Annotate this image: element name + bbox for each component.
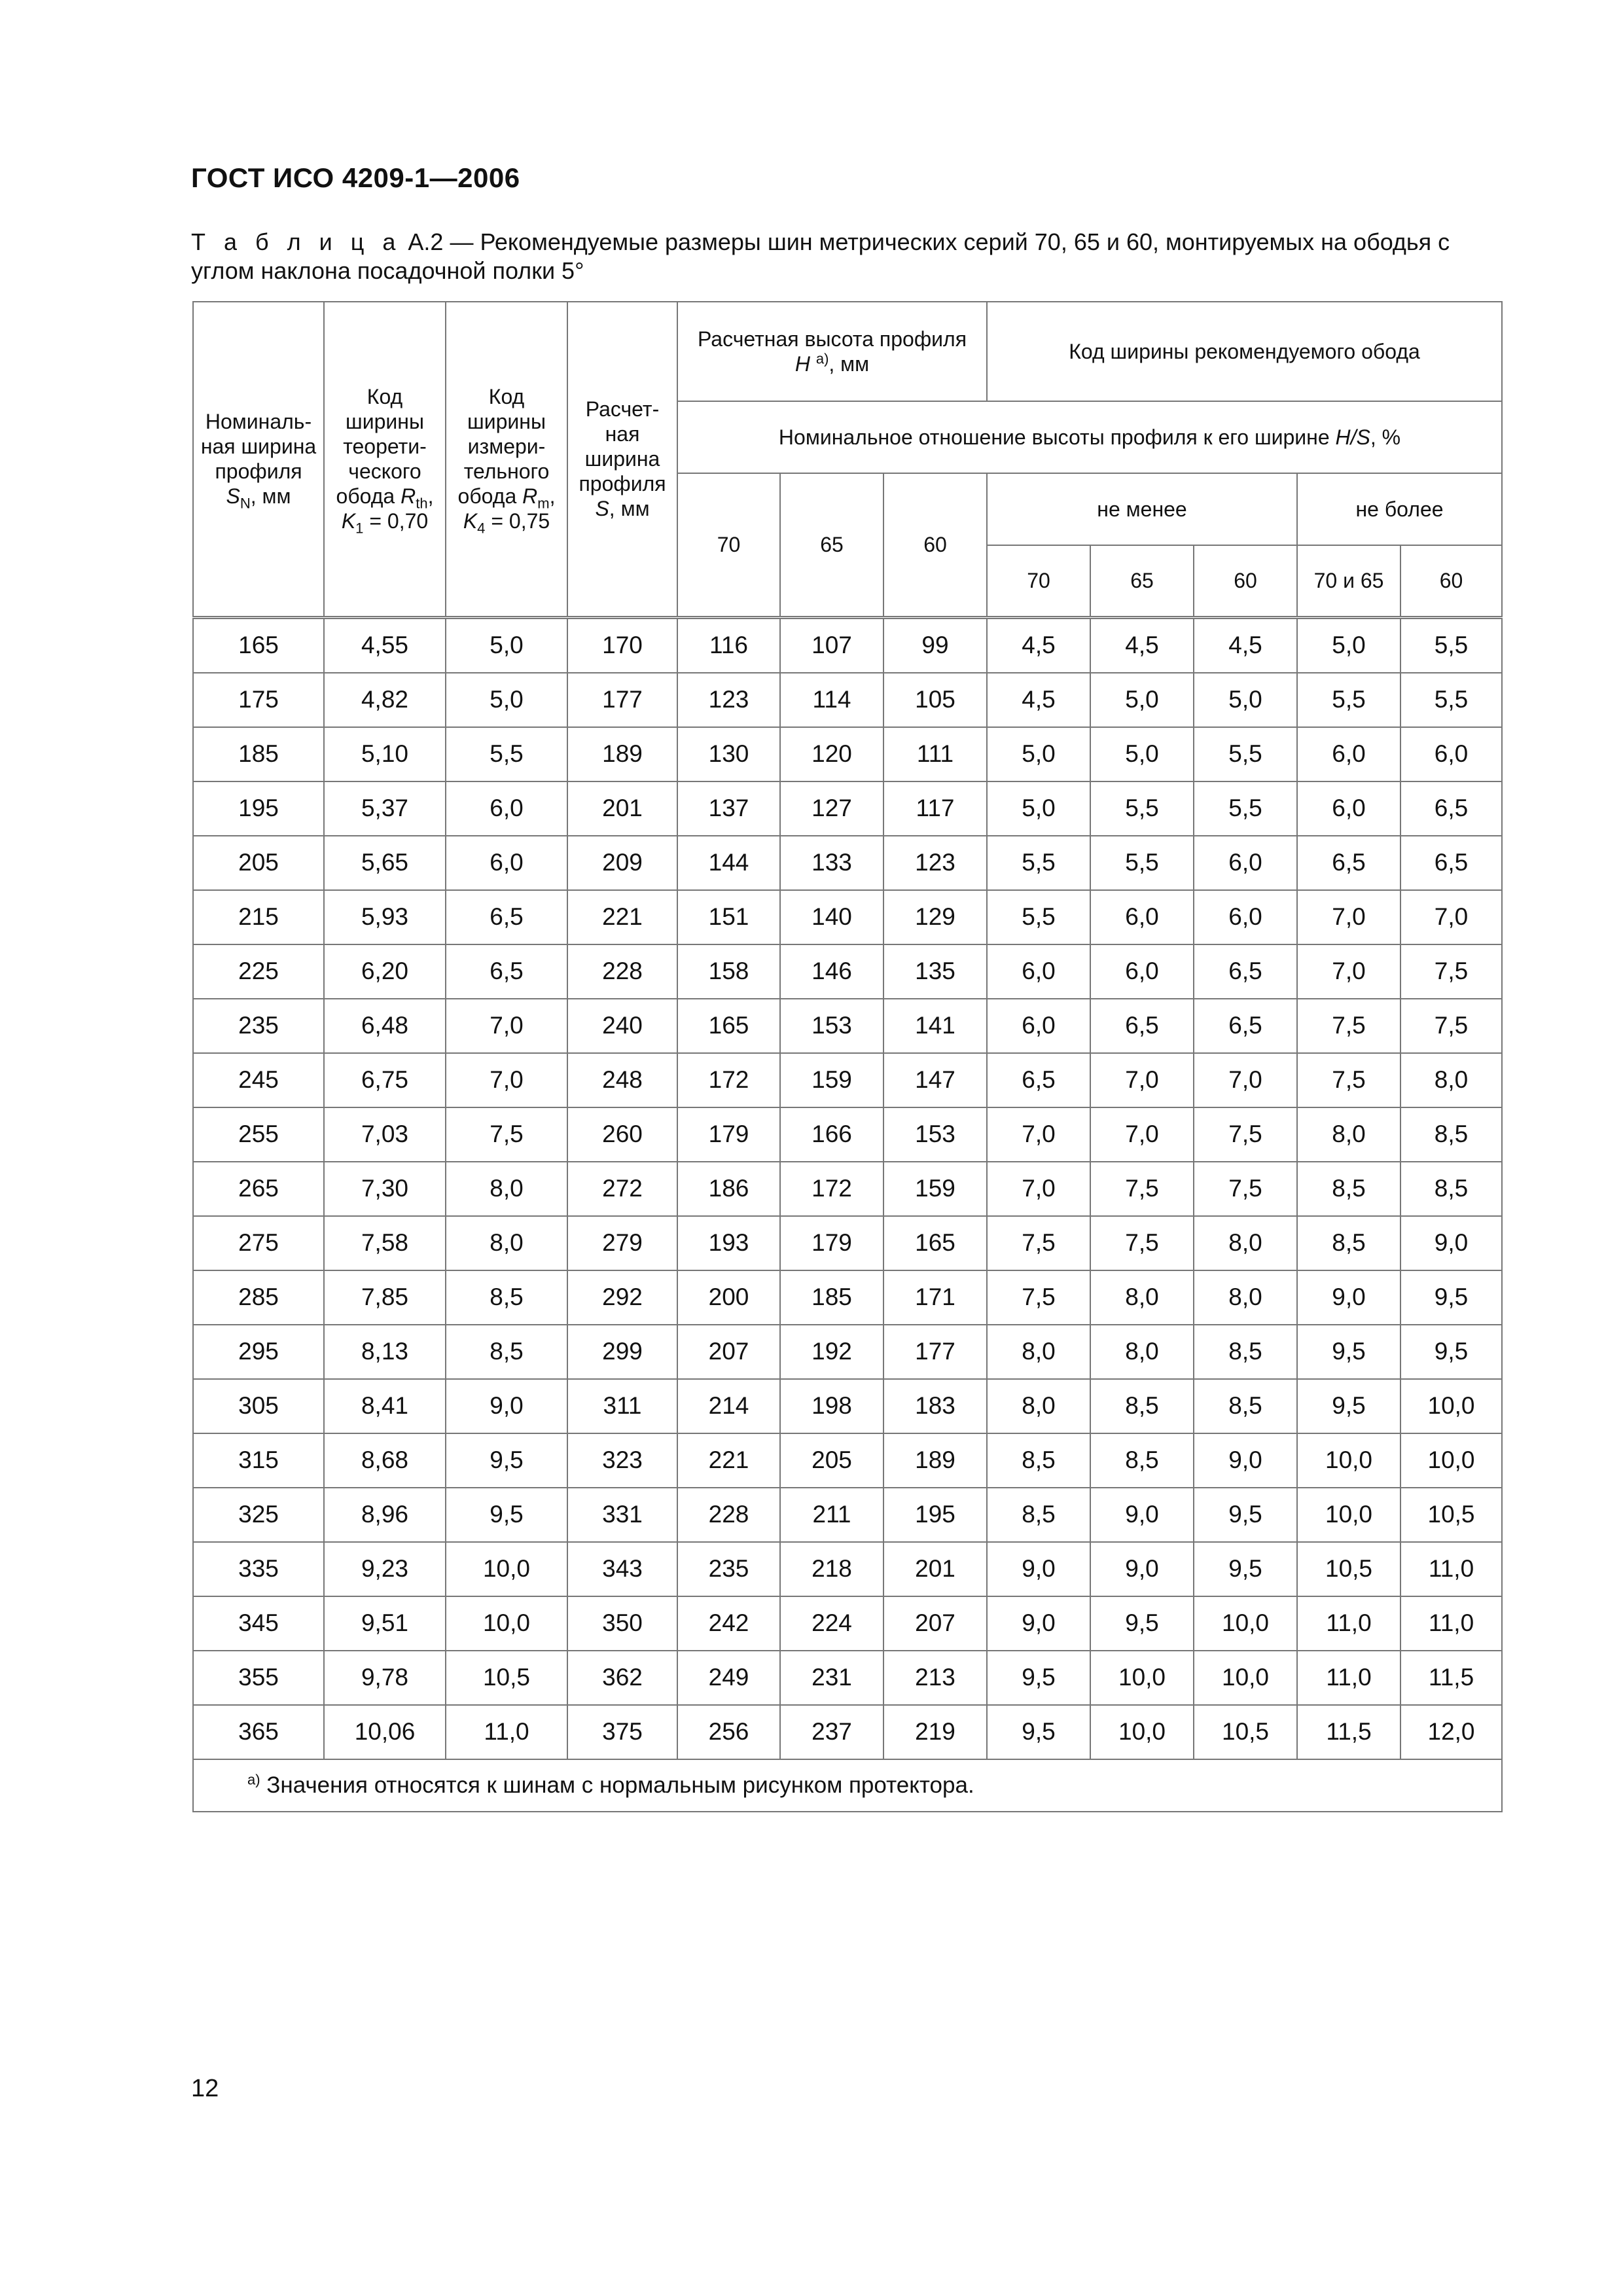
table-row: [193, 999, 1502, 1053]
table-cell: 198: [780, 1379, 883, 1433]
table-row: [193, 1542, 1502, 1596]
table-cell: 260: [567, 1107, 677, 1162]
table-cell: 171: [883, 1270, 987, 1325]
header-measuring-rim-code: Код ширины измери-тельного обода $R_m$, $K_4 = 0,75$: [446, 302, 567, 617]
table-cell: 6,0: [446, 781, 567, 836]
table-cell: 325: [193, 1488, 324, 1542]
table-cell: 8,5: [1194, 1325, 1297, 1379]
table-cell: 350: [567, 1596, 677, 1651]
table-cell: 177: [883, 1325, 987, 1379]
table-cell: 9,0: [1090, 1488, 1194, 1542]
table-cell: 129: [883, 890, 987, 944]
table-cell: 193: [677, 1216, 780, 1270]
table-cell: 141: [883, 999, 987, 1053]
table-cell: 205: [780, 1433, 883, 1488]
table-cell: 123: [677, 673, 780, 727]
table-cell: 6,0: [1194, 836, 1297, 890]
header-not-less: не менее: [987, 473, 1297, 545]
table-cell: 4,82: [324, 673, 446, 727]
table-cell: 4,55: [324, 617, 446, 673]
table-cell: 272: [567, 1162, 677, 1216]
table-cell: 165: [677, 999, 780, 1053]
table-row: [193, 1433, 1502, 1488]
table-cell: 275: [193, 1216, 324, 1270]
table-row: [193, 1270, 1502, 1325]
table-cell: 8,5: [987, 1488, 1090, 1542]
table-row: [193, 890, 1502, 944]
table-cell: 10,0: [1194, 1651, 1297, 1705]
table-cell: 6,0: [987, 999, 1090, 1053]
table-row: [193, 1216, 1502, 1270]
table-cell: 195: [193, 781, 324, 836]
table-cell: 172: [780, 1162, 883, 1216]
table-cell: 7,5: [1400, 944, 1502, 999]
table-cell: 9,5: [1297, 1379, 1400, 1433]
table-cell: 5,5: [1297, 673, 1400, 727]
table-cell: 323: [567, 1433, 677, 1488]
table-cell: 279: [567, 1216, 677, 1270]
table-cell: 8,13: [324, 1325, 446, 1379]
table-cell: 200: [677, 1270, 780, 1325]
page-number: 12: [191, 2075, 219, 2102]
table-cell: 240: [567, 999, 677, 1053]
table-cell: 179: [677, 1107, 780, 1162]
header-min-70: 70: [987, 545, 1090, 617]
table-cell: 195: [883, 1488, 987, 1542]
table-cell: 9,5: [1194, 1488, 1297, 1542]
table-cell: 8,5: [1400, 1107, 1502, 1162]
table-cell: 5,5: [446, 727, 567, 781]
table-cell: 9,5: [1194, 1542, 1297, 1596]
table-cell: 8,0: [1194, 1270, 1297, 1325]
table-cell: 5,5: [1194, 781, 1297, 836]
table-cell: 9,5: [1297, 1325, 1400, 1379]
table-cell: 9,5: [1400, 1270, 1502, 1325]
table-cell: 8,0: [1090, 1270, 1194, 1325]
table-cell: 5,0: [987, 727, 1090, 781]
table-cell: 218: [780, 1542, 883, 1596]
table-cell: 345: [193, 1596, 324, 1651]
table-cell: 7,5: [1194, 1107, 1297, 1162]
table-cell: 6,0: [1297, 781, 1400, 836]
table-cell: 207: [883, 1596, 987, 1651]
table-cell: 111: [883, 727, 987, 781]
table-cell: 7,0: [1297, 944, 1400, 999]
table-cell: 7,85: [324, 1270, 446, 1325]
table-caption: [191, 228, 1513, 285]
table-cell: 10,5: [446, 1651, 567, 1705]
table-cell: 292: [567, 1270, 677, 1325]
table-cell: 6,48: [324, 999, 446, 1053]
table-cell: 201: [883, 1542, 987, 1596]
header-aspect-ratio: Номинальное отношение высоты профиля к его ширине H/S, %: [677, 401, 1502, 473]
table-cell: 10,0: [446, 1542, 567, 1596]
table-cell: 225: [193, 944, 324, 999]
table-cell: 120: [780, 727, 883, 781]
table-cell: 8,5: [446, 1325, 567, 1379]
table-cell: 4,5: [1090, 617, 1194, 673]
table-cell: 7,0: [446, 999, 567, 1053]
table-row: [193, 1488, 1502, 1542]
table-cell: 249: [677, 1651, 780, 1705]
table-cell: 5,0: [1194, 673, 1297, 727]
table-cell: 6,5: [1400, 781, 1502, 836]
header-not-more: не более: [1297, 473, 1502, 545]
table-cell: 186: [677, 1162, 780, 1216]
table-cell: 5,5: [1400, 617, 1502, 673]
table-cell: 9,5: [1090, 1596, 1194, 1651]
header-max-60: 60: [1400, 545, 1502, 617]
table-cell: 5,5: [1194, 727, 1297, 781]
table-cell: 7,0: [1090, 1053, 1194, 1107]
table-cell: 10,5: [1297, 1542, 1400, 1596]
header-min-65: 65: [1090, 545, 1194, 617]
table-cell: 8,41: [324, 1379, 446, 1433]
table-cell: 9,78: [324, 1651, 446, 1705]
header-nominal-width: Номиналь-ная ширина профиля $S_N$, мм: [193, 302, 324, 617]
table-cell: 221: [567, 890, 677, 944]
table-cell: 116: [677, 617, 780, 673]
table-cell: 8,68: [324, 1433, 446, 1488]
table-row: [193, 1705, 1502, 1759]
table-cell: 11,5: [1400, 1651, 1502, 1705]
table-cell: 224: [780, 1596, 883, 1651]
table-cell: 7,0: [987, 1107, 1090, 1162]
table-cell: 8,0: [1400, 1053, 1502, 1107]
table-cell: 7,5: [1400, 999, 1502, 1053]
table-cell: 256: [677, 1705, 780, 1759]
table-cell: 146: [780, 944, 883, 999]
table-cell: 362: [567, 1651, 677, 1705]
table-row: [193, 1162, 1502, 1216]
table-footnote: $^{а)}$ Значения относятся к шинам с нормальным рисунком протектора.: [193, 1759, 1502, 1812]
table-row: [193, 1107, 1502, 1162]
table-cell: 248: [567, 1053, 677, 1107]
table-cell: 215: [193, 890, 324, 944]
table-cell: 6,0: [446, 836, 567, 890]
table-cell: 311: [567, 1379, 677, 1433]
table-cell: 5,5: [1090, 781, 1194, 836]
caption-text: А.2 — Рекомендуемые размеры шин метрических серий 70, 65 и 60, монтируемых на ободья с углом наклона посадочной полки 5°: [191, 228, 1450, 284]
table-cell: 117: [883, 781, 987, 836]
table-cell: 331: [567, 1488, 677, 1542]
table-cell: 207: [677, 1325, 780, 1379]
table-cell: 237: [780, 1705, 883, 1759]
table-cell: 7,5: [1297, 1053, 1400, 1107]
table-cell: 209: [567, 836, 677, 890]
document-header: ГОСТ ИСО 4209-1—2006: [191, 162, 520, 193]
table-cell: 5,0: [446, 617, 567, 673]
table-cell: 5,5: [1400, 673, 1502, 727]
table-cell: 10,5: [1194, 1705, 1297, 1759]
table-cell: 9,5: [446, 1433, 567, 1488]
table-cell: 5,0: [1090, 673, 1194, 727]
table-cell: 235: [193, 999, 324, 1053]
table-cell: 7,5: [1194, 1162, 1297, 1216]
table-cell: 158: [677, 944, 780, 999]
table-row: [193, 1651, 1502, 1705]
table-body: [193, 617, 1502, 1759]
table-cell: 375: [567, 1705, 677, 1759]
table-cell: 189: [883, 1433, 987, 1488]
table-cell: 214: [677, 1379, 780, 1433]
table-row: [193, 836, 1502, 890]
table-row: [193, 1379, 1502, 1433]
table-cell: 8,5: [987, 1433, 1090, 1488]
table-cell: 153: [883, 1107, 987, 1162]
table-cell: 201: [567, 781, 677, 836]
table-cell: 6,75: [324, 1053, 446, 1107]
table-row: [193, 1325, 1502, 1379]
table-cell: 123: [883, 836, 987, 890]
table-cell: 6,0: [1297, 727, 1400, 781]
table-cell: 8,96: [324, 1488, 446, 1542]
table-cell: 305: [193, 1379, 324, 1433]
table-cell: 6,5: [446, 890, 567, 944]
table-cell: 10,0: [1400, 1433, 1502, 1488]
table-cell: 242: [677, 1596, 780, 1651]
table-cell: 8,5: [1297, 1216, 1400, 1270]
table-cell: 7,30: [324, 1162, 446, 1216]
table-cell: 8,0: [987, 1325, 1090, 1379]
header-design-height: Расчетная высота профиля H $^{а)}$, мм: [677, 302, 987, 401]
table-cell: 355: [193, 1651, 324, 1705]
table-cell: 137: [677, 781, 780, 836]
table-cell: 10,0: [1400, 1379, 1502, 1433]
table-cell: 147: [883, 1053, 987, 1107]
table-cell: 10,0: [1090, 1651, 1194, 1705]
table-cell: 8,0: [1090, 1325, 1194, 1379]
table-cell: 255: [193, 1107, 324, 1162]
table-cell: 9,5: [1400, 1325, 1502, 1379]
table-cell: 114: [780, 673, 883, 727]
table-cell: 175: [193, 673, 324, 727]
table-cell: 5,93: [324, 890, 446, 944]
table-cell: 144: [677, 836, 780, 890]
table-cell: 6,5: [1194, 944, 1297, 999]
table-cell: 228: [567, 944, 677, 999]
table-cell: 8,5: [446, 1270, 567, 1325]
table-cell: 7,0: [1297, 890, 1400, 944]
table-cell: 8,0: [446, 1162, 567, 1216]
table-cell: 4,5: [987, 617, 1090, 673]
table-cell: 245: [193, 1053, 324, 1107]
table-cell: 9,0: [1194, 1433, 1297, 1488]
header-max-70-65: 70 и 65: [1297, 545, 1400, 617]
table-cell: 7,0: [987, 1162, 1090, 1216]
header-height-70: 70: [677, 473, 780, 617]
table-cell: 6,0: [1090, 944, 1194, 999]
table-cell: 7,5: [1090, 1216, 1194, 1270]
table-cell: 299: [567, 1325, 677, 1379]
table-cell: 9,0: [1090, 1542, 1194, 1596]
table-cell: 10,0: [1194, 1596, 1297, 1651]
table-cell: 8,5: [1090, 1379, 1194, 1433]
table-cell: 159: [780, 1053, 883, 1107]
header-height-65: 65: [780, 473, 883, 617]
table-row: [193, 617, 1502, 673]
table-cell: 5,5: [1090, 836, 1194, 890]
table-cell: 127: [780, 781, 883, 836]
table-cell: 9,0: [1297, 1270, 1400, 1325]
table-cell: 9,0: [987, 1542, 1090, 1596]
table-cell: 151: [677, 890, 780, 944]
table-cell: 185: [193, 727, 324, 781]
table-cell: 7,5: [1297, 999, 1400, 1053]
table-cell: 133: [780, 836, 883, 890]
table-cell: 9,0: [987, 1596, 1090, 1651]
table-cell: 205: [193, 836, 324, 890]
table-cell: 11,0: [1400, 1596, 1502, 1651]
table-cell: 10,5: [1400, 1488, 1502, 1542]
table-cell: 6,0: [1194, 890, 1297, 944]
table-cell: 170: [567, 617, 677, 673]
table-row: [193, 781, 1502, 836]
table-cell: 105: [883, 673, 987, 727]
table-cell: 165: [883, 1216, 987, 1270]
table-cell: 5,5: [987, 836, 1090, 890]
table-cell: 159: [883, 1162, 987, 1216]
header-min-60: 60: [1194, 545, 1297, 617]
table-cell: 5,65: [324, 836, 446, 890]
table-cell: 8,0: [1297, 1107, 1400, 1162]
table-cell: 5,0: [1297, 617, 1400, 673]
table-cell: 185: [780, 1270, 883, 1325]
table-cell: 183: [883, 1379, 987, 1433]
table-cell: 12,0: [1400, 1705, 1502, 1759]
table-cell: 6,5: [1297, 836, 1400, 890]
table-cell: 140: [780, 890, 883, 944]
table-cell: 6,5: [446, 944, 567, 999]
table-cell: 7,58: [324, 1216, 446, 1270]
table-cell: 6,0: [1090, 890, 1194, 944]
table-cell: 6,0: [1400, 727, 1502, 781]
table-cell: 6,5: [987, 1053, 1090, 1107]
table-cell: 11,5: [1297, 1705, 1400, 1759]
table-cell: 11,0: [1400, 1542, 1502, 1596]
table-cell: 7,0: [1194, 1053, 1297, 1107]
table-cell: 343: [567, 1542, 677, 1596]
table-cell: 6,5: [1400, 836, 1502, 890]
table-cell: 8,5: [1400, 1162, 1502, 1216]
tire-sizes-table: [192, 301, 1503, 1812]
table-cell: 10,0: [446, 1596, 567, 1651]
table-cell: 265: [193, 1162, 324, 1216]
table-cell: 6,5: [1090, 999, 1194, 1053]
table-cell: 4,5: [1194, 617, 1297, 673]
table-cell: 10,0: [1297, 1433, 1400, 1488]
header-design-width: Расчет-ная ширина профиля S, мм: [567, 302, 677, 617]
table-cell: 211: [780, 1488, 883, 1542]
header-height-60: 60: [883, 473, 987, 617]
table-cell: 5,0: [1090, 727, 1194, 781]
table-cell: 177: [567, 673, 677, 727]
table-cell: 135: [883, 944, 987, 999]
caption-prefix: Т а б л и ц а: [191, 228, 402, 255]
table-cell: 179: [780, 1216, 883, 1270]
table-cell: 7,5: [1090, 1162, 1194, 1216]
table-cell: 228: [677, 1488, 780, 1542]
table-cell: 99: [883, 617, 987, 673]
table-cell: 335: [193, 1542, 324, 1596]
table-cell: 221: [677, 1433, 780, 1488]
table-cell: 9,5: [446, 1488, 567, 1542]
table-cell: 11,0: [446, 1705, 567, 1759]
table-cell: 5,10: [324, 727, 446, 781]
table-cell: 6,20: [324, 944, 446, 999]
table-cell: 6,5: [1194, 999, 1297, 1053]
table-cell: 9,0: [1400, 1216, 1502, 1270]
table-cell: 7,5: [987, 1216, 1090, 1270]
table-row: [193, 1053, 1502, 1107]
table-cell: 7,03: [324, 1107, 446, 1162]
table-cell: 235: [677, 1542, 780, 1596]
table-cell: 5,0: [987, 781, 1090, 836]
table-cell: 213: [883, 1651, 987, 1705]
table-cell: 8,5: [1090, 1433, 1194, 1488]
table-cell: 5,5: [987, 890, 1090, 944]
table-cell: 5,37: [324, 781, 446, 836]
table-cell: 365: [193, 1705, 324, 1759]
header-theoretical-rim-code: Код ширины теорети-ческого обода $R_{th}$, $K_1 = 0,70$: [324, 302, 446, 617]
table-cell: 172: [677, 1053, 780, 1107]
table-cell: 9,51: [324, 1596, 446, 1651]
table-cell: 153: [780, 999, 883, 1053]
table-cell: 8,0: [1194, 1216, 1297, 1270]
table-cell: 7,5: [446, 1107, 567, 1162]
header-rim-code: Код ширины рекомендуемого обода: [987, 302, 1502, 401]
table-cell: 9,0: [446, 1379, 567, 1433]
table-cell: 9,5: [987, 1651, 1090, 1705]
table-cell: 11,0: [1297, 1651, 1400, 1705]
table-cell: 107: [780, 617, 883, 673]
table-cell: 10,0: [1297, 1488, 1400, 1542]
table-cell: 10,0: [1090, 1705, 1194, 1759]
table-cell: 130: [677, 727, 780, 781]
table-cell: 166: [780, 1107, 883, 1162]
table-cell: 165: [193, 617, 324, 673]
table-cell: 189: [567, 727, 677, 781]
table-cell: 11,0: [1297, 1596, 1400, 1651]
table-cell: 295: [193, 1325, 324, 1379]
table-row: [193, 673, 1502, 727]
table-cell: 10,06: [324, 1705, 446, 1759]
table-cell: 8,0: [987, 1379, 1090, 1433]
table-cell: 4,5: [987, 673, 1090, 727]
table-cell: 231: [780, 1651, 883, 1705]
table-cell: 9,23: [324, 1542, 446, 1596]
table-cell: 6,0: [987, 944, 1090, 999]
table-cell: 8,5: [1297, 1162, 1400, 1216]
table-cell: 315: [193, 1433, 324, 1488]
table-row: [193, 944, 1502, 999]
table-cell: 7,5: [987, 1270, 1090, 1325]
table-cell: 7,0: [1400, 890, 1502, 944]
table-row: [193, 1596, 1502, 1651]
table-cell: 219: [883, 1705, 987, 1759]
table-cell: 7,0: [446, 1053, 567, 1107]
table-cell: 8,0: [446, 1216, 567, 1270]
table-cell: 9,5: [987, 1705, 1090, 1759]
table-cell: 5,0: [446, 673, 567, 727]
table-row: [193, 727, 1502, 781]
table-cell: 7,0: [1090, 1107, 1194, 1162]
table-cell: 8,5: [1194, 1379, 1297, 1433]
table-cell: 192: [780, 1325, 883, 1379]
table-cell: 285: [193, 1270, 324, 1325]
